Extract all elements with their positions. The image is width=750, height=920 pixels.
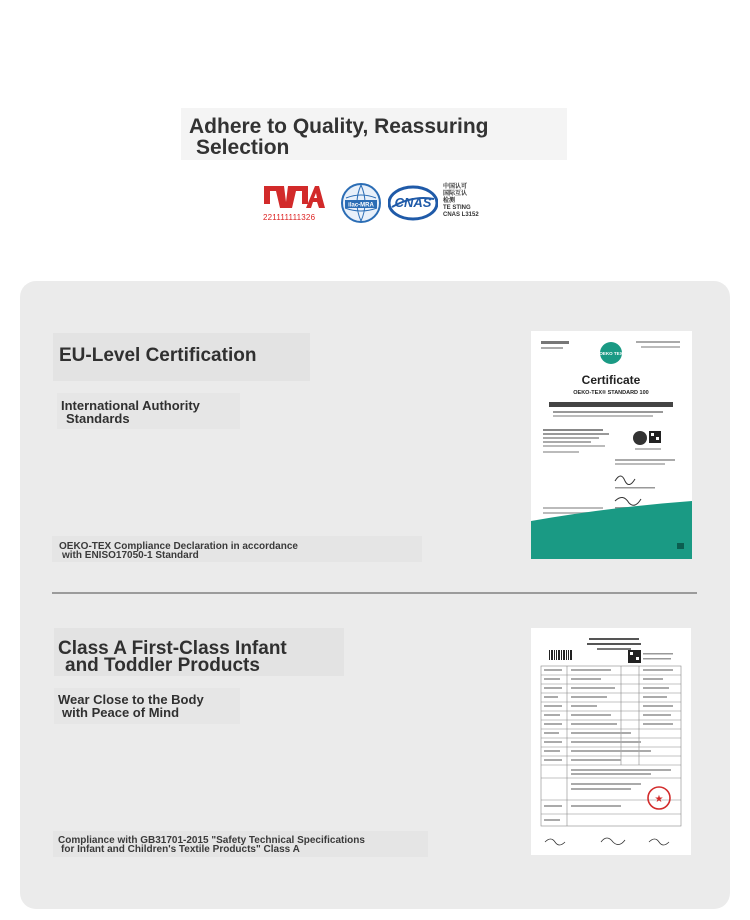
eu-subtitle-line1: International Authority [61, 398, 200, 413]
test-report-image [531, 628, 691, 855]
qr-code-icon [628, 650, 641, 663]
cnas-text [443, 184, 479, 219]
certificate-standard: OEKO-TEX® STANDARD 100 [573, 390, 649, 396]
eu-section-title: EU-Level Certification [53, 333, 310, 381]
class-a-subtitle-line1: Wear Close to the Body [58, 692, 204, 707]
headline-line1: Adhere to Quality, Reassuring [189, 115, 489, 138]
class-a-note-line1: Compliance with GB31701-2015 "Safety Technical Specifications [58, 835, 365, 846]
cnas-label: CNAS [394, 195, 432, 210]
page-headline [181, 108, 567, 160]
eu-note-line1: OEKO-TEX Compliance Declaration in accordance [59, 541, 298, 552]
class-a-subtitle-line2: with Peace of Mind [62, 705, 180, 720]
oeko-tex-certificate-image [531, 331, 692, 559]
cma-number: 221111111326 [263, 213, 316, 222]
eu-subtitle-line2: Standards [66, 411, 130, 426]
section-divider [52, 592, 697, 594]
cnas-line: CNAS L3152 [443, 212, 479, 218]
cnas-line: TE STING [443, 205, 471, 211]
class-a-note-line2: for Infant and Children's Textile Products" Class A [61, 844, 300, 855]
eu-note-line2: with ENISO17050-1 Standard [62, 550, 199, 561]
eu-section-note [52, 536, 422, 562]
cnas-line: 中国认可 [443, 184, 468, 190]
cnas-logo [388, 185, 438, 221]
oeko-tex-badge-text: OEKO TEX [599, 351, 623, 356]
svg-text:★: ★ [654, 794, 664, 805]
certification-logos [262, 180, 482, 226]
class-a-title-line1: Class A First-Class Infant [58, 638, 287, 659]
class-a-section-subtitle [54, 688, 240, 724]
headline-line2: Selection [196, 136, 290, 159]
certificate-heading: Certificate [581, 373, 641, 387]
class-a-section-title [54, 628, 344, 676]
class-a-section-note [53, 831, 428, 857]
class-a-title-line2: and Toddler Products [65, 655, 260, 676]
cnas-line: 检测 [443, 198, 456, 204]
svg-text:ilac-MRA: ilac-MRA [348, 202, 374, 209]
eu-section-subtitle [57, 393, 240, 429]
cnas-line: 国际互认 [443, 191, 468, 197]
ilac-mra-logo [340, 182, 382, 224]
